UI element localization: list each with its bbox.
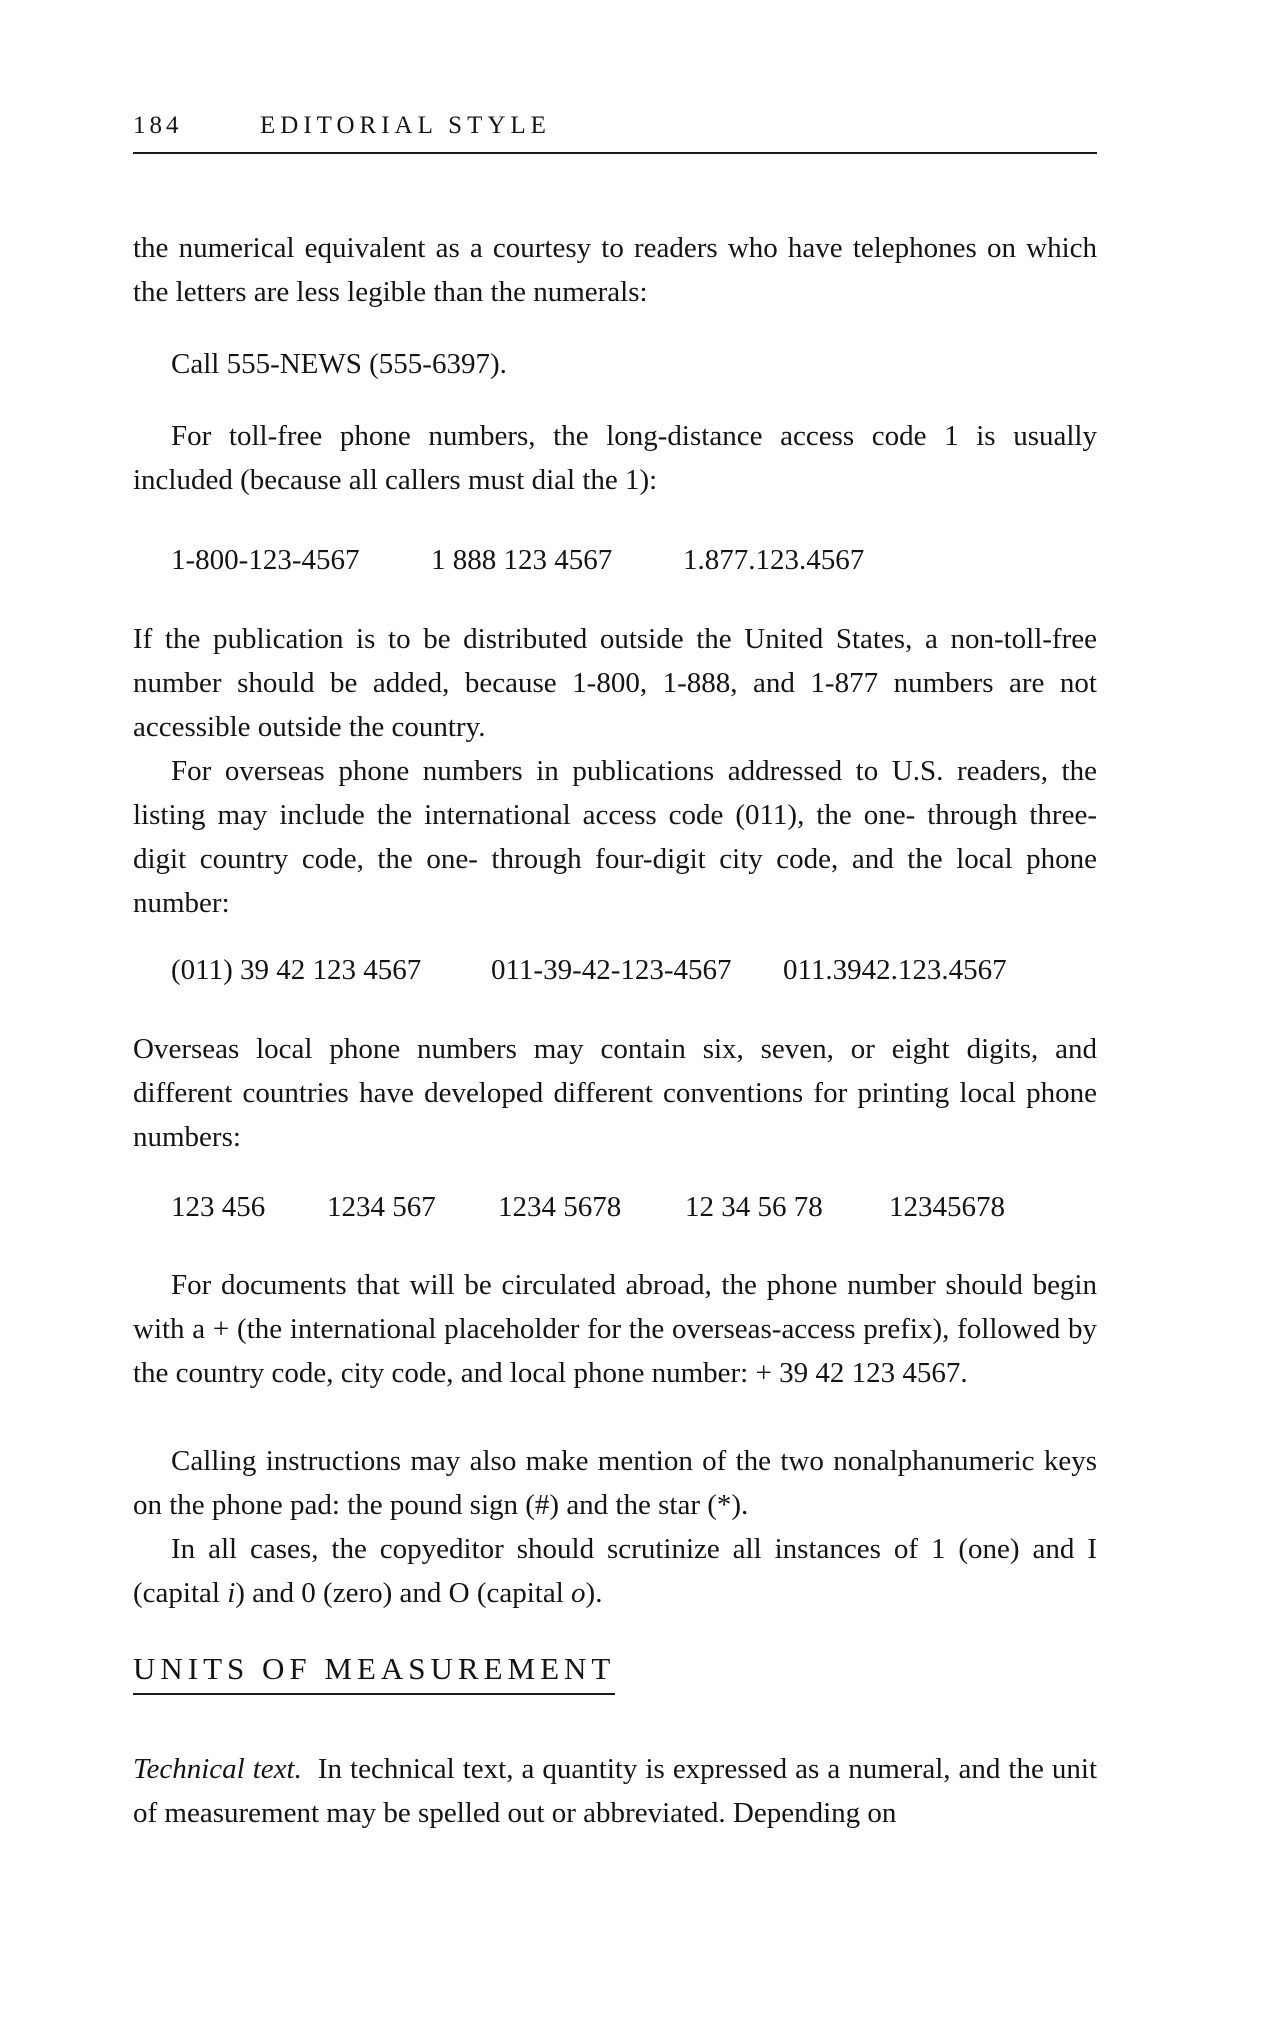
paragraph-continuation: the numerical equivalent as a courtesy to readers who have telephones on which the letters are less legible than the numerals:: [133, 232, 1097, 308]
section-heading: UNITS OF MEASUREMENT: [133, 1651, 615, 1695]
example-number: 1 888 123 4567: [431, 544, 613, 576]
example-number: 1.877.123.4567: [683, 544, 865, 576]
example-number: 1-800-123-4567: [171, 544, 360, 576]
running-head-title: EDITORIAL STYLE: [260, 112, 551, 139]
example-text: Call 555-NEWS (555-6397).: [171, 348, 507, 380]
paragraph-non-toll-free: If the publication is to be distributed outside the United States, a non-toll-free number should be added, because 1-800, 1-888, and 1-877 numbers are not accessible outside the country.: [133, 623, 1097, 743]
example-number: (011) 39 42 123 4567: [171, 954, 422, 986]
example-number: 1234 5678: [498, 1191, 622, 1223]
paragraph-overseas: For overseas phone numbers in publications addressed to U.S. readers, the listing may include the international access code (011), the one- through three-digit country code, the one- through four-digit city code, and the local phone number:: [133, 755, 1097, 919]
run-in-head: Technical text.: [133, 1753, 302, 1785]
paragraph-international-placeholder: For documents that will be circulated abroad, the phone number should begin with a + (the international placeholder for the overseas-access prefix), followed by the country code, city code, and local phone number: + 39 42 123 4567.: [133, 1269, 1097, 1389]
paragraph-calling-instructions: Calling instructions may also make mention of the two nonalphanumeric keys on the phone pad: the pound sign (#) and the star (*).: [133, 1445, 1097, 1521]
page-number: 184: [133, 112, 183, 139]
running-head: [133, 112, 1097, 154]
example-number: 011.3942.123.4567: [783, 954, 1007, 986]
paragraph-copyeditor: In all cases, the copyeditor should scrutinize all instances of 1 (one) and I (capital i) and 0 (zero) and O (capital o).: [133, 1533, 1097, 1609]
paragraph-toll-free: For toll-free phone numbers, the long-distance access code 1 is usually included (because all callers must dial the 1):: [133, 420, 1097, 496]
example-number: 12 34 56 78: [685, 1191, 823, 1223]
example-number: 011-39-42-123-4567: [491, 954, 732, 986]
example-number: 1234 567: [327, 1191, 436, 1223]
example-number: 12345678: [889, 1191, 1005, 1223]
paragraph-local-numbers: Overseas local phone numbers may contain six, seven, or eight digits, and different countries have developed different conventions for printing local phone numbers:: [133, 1033, 1097, 1153]
example-number: 123 456: [171, 1191, 266, 1223]
paragraph-technical-text: Technical text. In technical text, a quantity is expressed as a numeral, and the unit of measurement may be spelled out or abbreviated. Depending on: [133, 1753, 1097, 1829]
